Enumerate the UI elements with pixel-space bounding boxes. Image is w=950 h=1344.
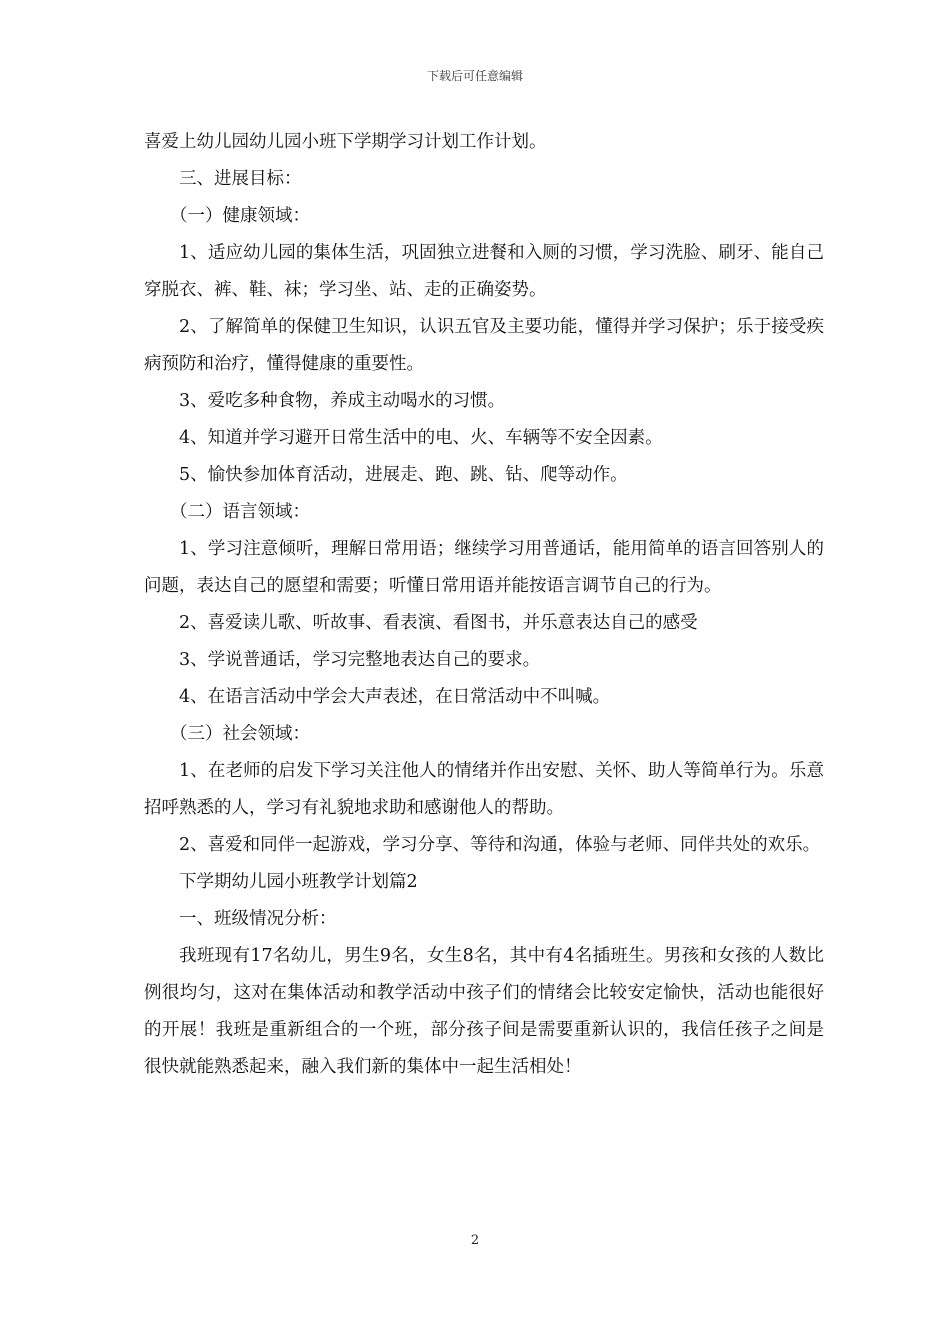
section-heading: 三、进展目标： (179, 169, 302, 189)
article-title: 下学期幼儿园小班教学计划篇2 (179, 872, 418, 892)
paragraph: 1、适应幼儿园的集体生活，巩固独立进餐和入厕的习惯，学习洗脸、刷牙、能自己穿脱衣、裤、鞋、袜；学习坐、站、走的正确姿势。 (144, 243, 824, 300)
paragraph: 喜爱上幼儿园幼儿园小班下学期学习计划工作计划。 (144, 132, 547, 152)
page-header: 下载后可任意编辑 (426, 69, 523, 83)
subsection-heading: （三）社会领域： (170, 724, 310, 744)
paragraph: 3、学说普通话，学习完整地表达自己的要求。 (179, 650, 541, 670)
paragraph: 2、喜爱读儿歌、听故事、看表演、看图书，并乐意表达自己的感受 (179, 613, 698, 633)
section-heading: 一、班级情况分析： (179, 909, 337, 929)
subsection-heading: （一）健康领域： (170, 206, 310, 226)
document-body (144, 124, 824, 1086)
paragraph: 4、在语言活动中学会大声表述，在日常活动中不叫喊。 (179, 687, 611, 707)
paragraph: 4、知道并学习避开日常生活中的电、火、车辆等不安全因素。 (179, 428, 663, 448)
subsection-heading: （二）语言领域： (170, 502, 310, 522)
paragraph: 2、喜爱和同伴一起游戏，学习分享、等待和沟通，体验与老师、同伴共处的欢乐。 (179, 835, 821, 855)
paragraph: 5、愉快参加体育活动，进展走、跑、跳、钻、爬等动作。 (179, 465, 628, 485)
paragraph: 2、了解简单的保健卫生知识，认识五官及主要功能，懂得并学习保护；乐于接受疾病预防和治疗，懂得健康的重要性。 (144, 317, 824, 374)
paragraph: 1、学习注意倾听，理解日常用语；继续学习用普通话，能用简单的语言回答别人的问题，表达自己的愿望和需要；听懂日常用语并能按语言调节自己的行为。 (144, 539, 824, 596)
page-number: 2 (470, 1233, 480, 1248)
paragraph: 我班现有17名幼儿，男生9名，女生8名，其中有4名插班生。男孩和女孩的人数比例很均匀，这对在集体活动和教学活动中孩子们的情绪会比较安定愉快，活动也能很好的开展！我班是重新组合的一个班，部分孩子间是需要重新认识的，我信任孩子之间是很快就能熟悉起来，融入我们新的集体中一起生活相处！ (144, 946, 824, 1077)
paragraph: 1、在老师的启发下学习关注他人的情绪并作出安慰、关怀、助人等简单行为。乐意招呼熟悉的人，学习有礼貌地求助和感谢他人的帮助。 (144, 761, 824, 818)
paragraph: 3、爱吃多种食物，养成主动喝水的习惯。 (179, 391, 506, 411)
